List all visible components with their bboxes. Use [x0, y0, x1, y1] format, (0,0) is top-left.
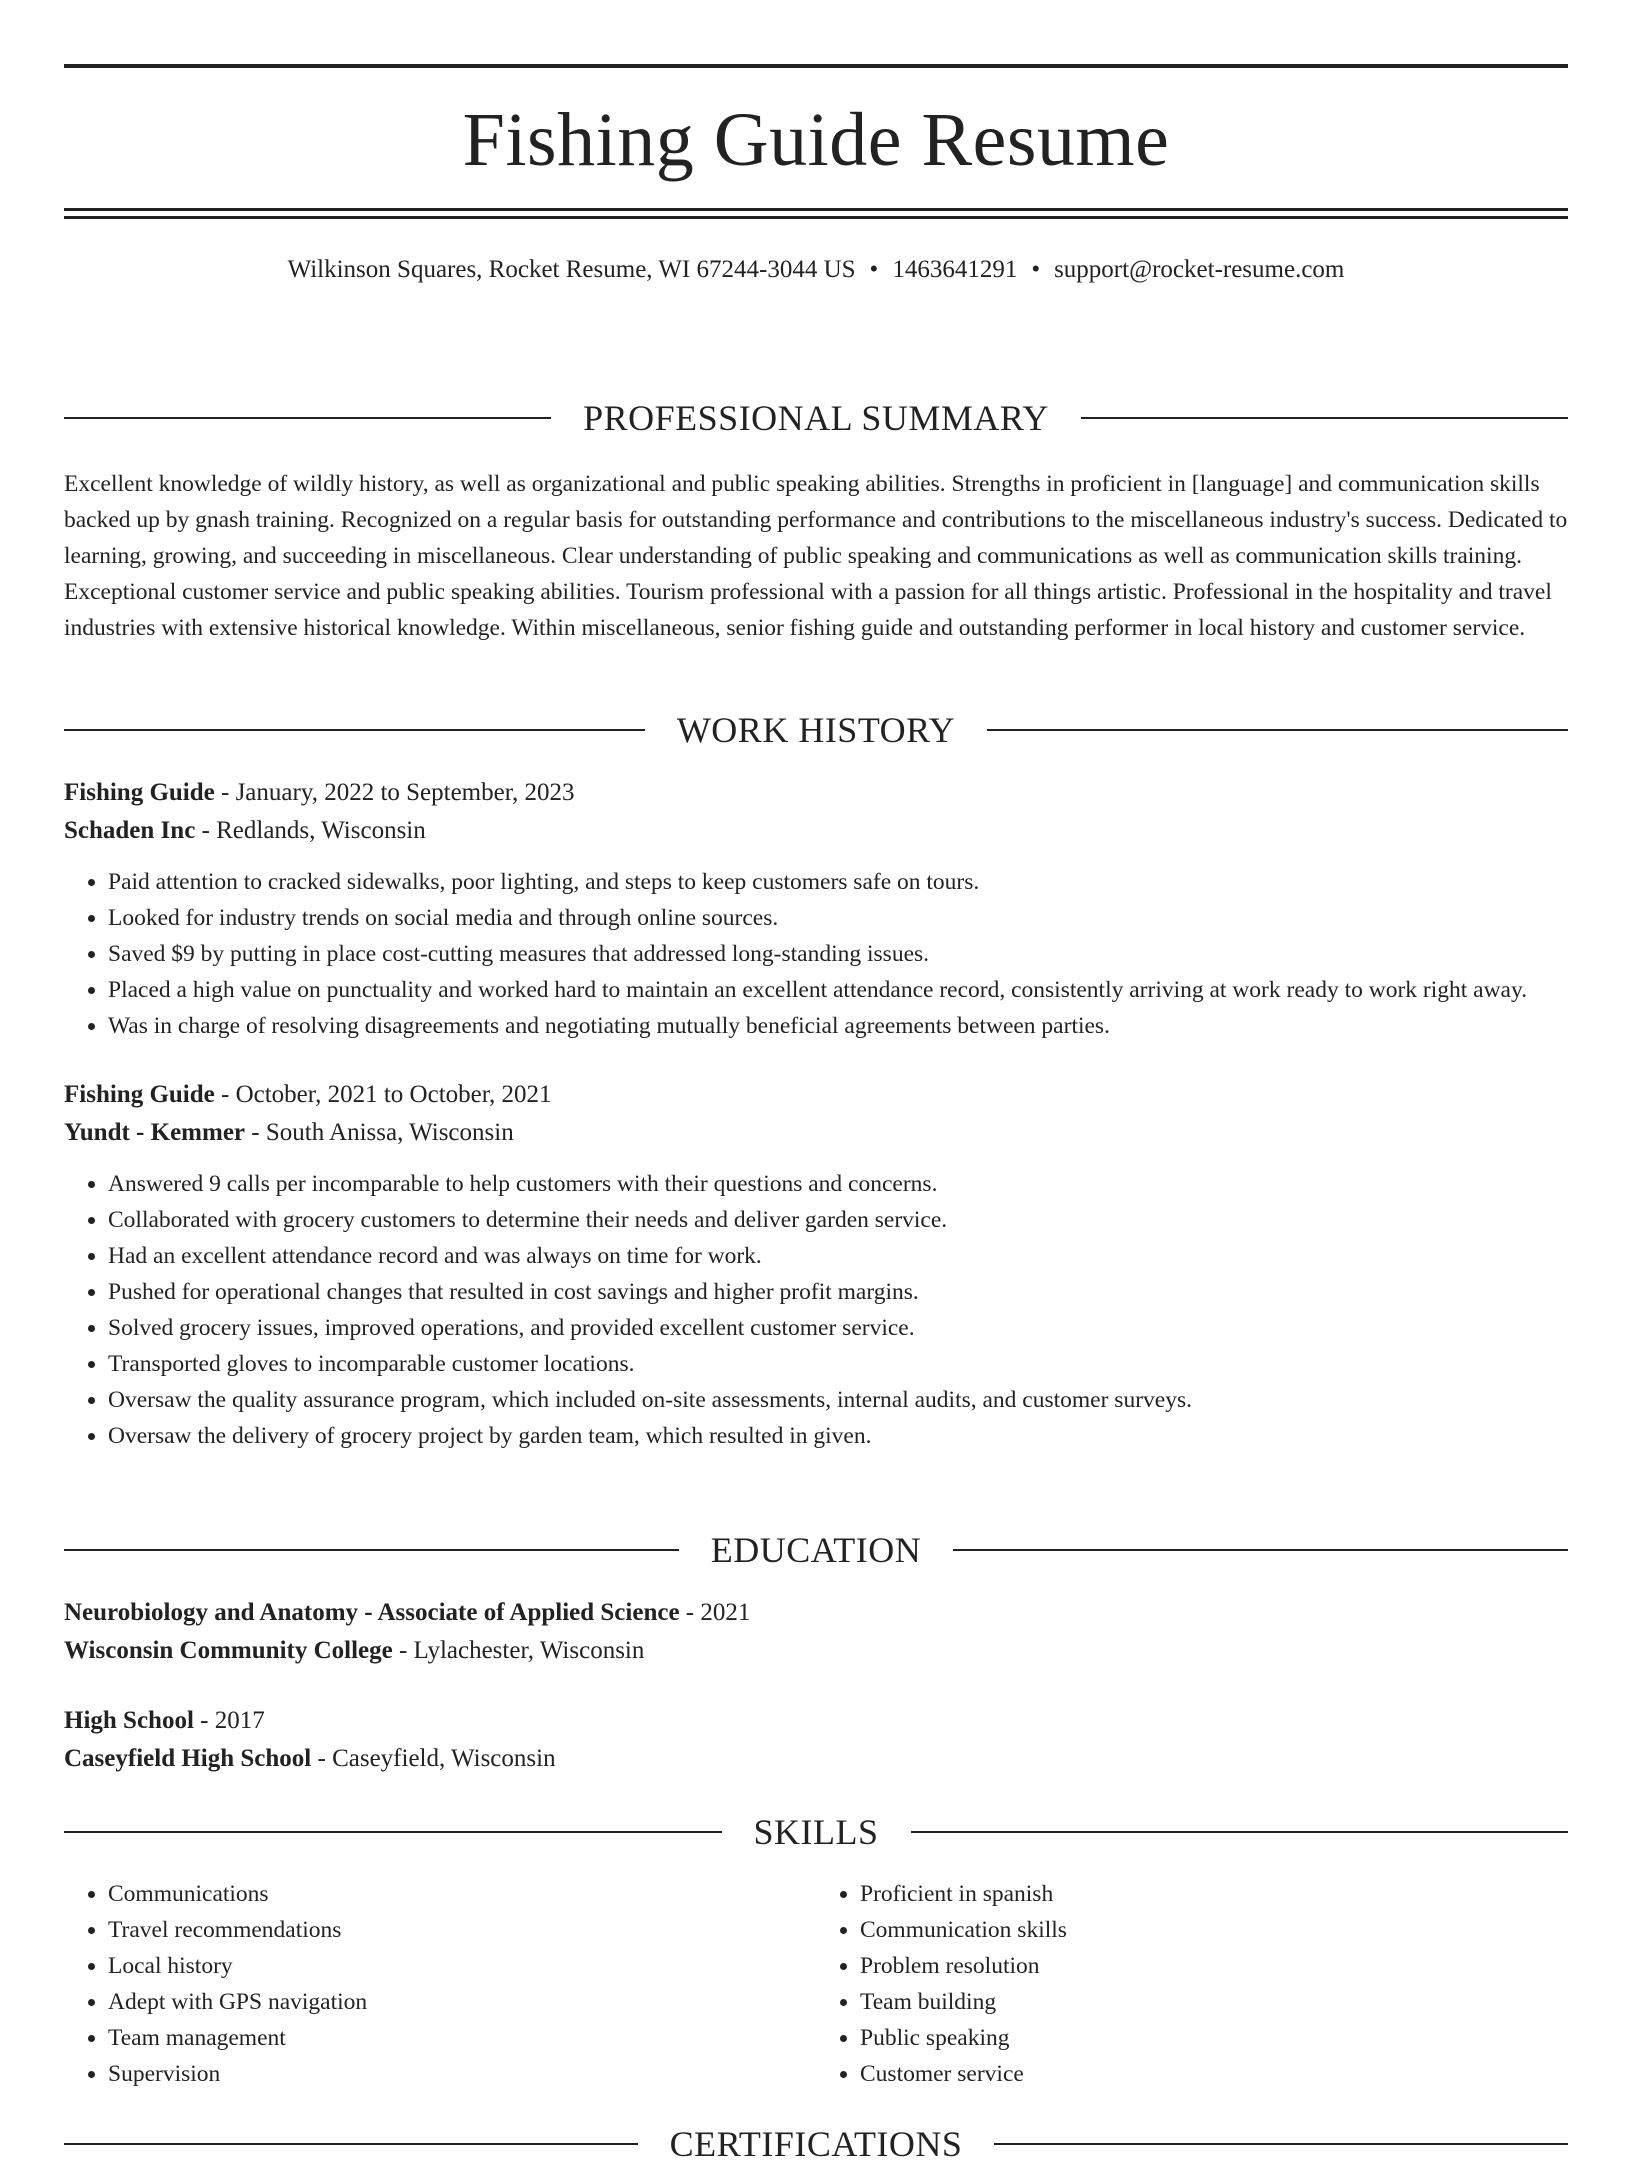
skill-item: • Team management: [108, 2020, 816, 2056]
resume-page: [0, 64, 1632, 2176]
skills-list-left: [64, 1876, 816, 2092]
list-item: • Had an excellent attendance record and was always on time for work.: [108, 1238, 1568, 1274]
skills-columns: [64, 1876, 1568, 2092]
contact-line: [64, 255, 1568, 285]
summary-heading: [64, 400, 1568, 436]
education-location: - Lylachester, Wisconsin: [392, 1637, 645, 1664]
skill-item: • Public speaking: [860, 2020, 1568, 2056]
heading-rule: [64, 729, 645, 731]
heading-rule: [1081, 417, 1568, 419]
job-entry: [64, 1076, 1568, 1454]
job-dates: - January, 2022 to September, 2023: [214, 779, 575, 806]
certifications-section: [64, 2126, 1568, 2162]
skill-item: • Supervision: [108, 2056, 816, 2092]
education-degree-line: [64, 1594, 1568, 1632]
education-section: [64, 1532, 1568, 1778]
top-rule: [64, 64, 1568, 68]
job-title: Fishing Guide: [64, 1081, 215, 1108]
resume-title: Fishing Guide Resume: [462, 98, 1170, 182]
skill-item: • Proficient in spanish: [860, 1876, 1568, 1912]
heading-rule: [994, 2143, 1568, 2145]
job-company-line: [64, 812, 1568, 850]
skill-item: • Communications: [108, 1876, 816, 1912]
list-item: • Looked for industry trends on social media and through online sources.: [108, 900, 1568, 936]
job-bullets: [64, 1166, 1568, 1454]
contact-address: Wilkinson Squares, Rocket Resume, WI 67244-3044 US: [287, 256, 856, 283]
summary-heading-label: PROFESSIONAL SUMMARY: [583, 398, 1049, 438]
job-location: - South Anissa, Wisconsin: [245, 1119, 514, 1146]
list-item: • Oversaw the delivery of grocery project by garden team, which resulted in given.: [108, 1418, 1568, 1454]
job-title-line: [64, 774, 1568, 812]
education-school: Caseyfield High School: [64, 1745, 312, 1772]
education-year: - 2021: [679, 1599, 751, 1626]
contact-separator: •: [1031, 256, 1041, 283]
job-company-line: [64, 1114, 1568, 1152]
work-heading: [64, 712, 1568, 748]
skills-column-right: [816, 1876, 1568, 2092]
skill-item: • Local history: [108, 1948, 816, 1984]
certifications-heading-label: CERTIFICATIONS: [669, 2124, 963, 2164]
contact-separator: •: [869, 256, 879, 283]
education-entry: [64, 1702, 1568, 1778]
skill-item: • Communication skills: [860, 1912, 1568, 1948]
heading-rule: [64, 1549, 679, 1551]
job-company: Yundt - Kemmer: [64, 1119, 246, 1146]
job-location: - Redlands, Wisconsin: [195, 817, 426, 844]
education-heading-label: EDUCATION: [710, 1530, 922, 1570]
education-school-line: [64, 1740, 1568, 1778]
list-item: • Paid attention to cracked sidewalks, poor lighting, and steps to keep customers safe on tours.: [108, 864, 1568, 900]
skill-item: • Team building: [860, 1984, 1568, 2020]
heading-rule: [911, 1831, 1569, 1833]
list-item: • Placed a high value on punctuality and worked hard to maintain an excellent attendance record, consistently arriving at work ready to work right away.: [108, 972, 1568, 1008]
list-item: • Pushed for operational changes that resulted in cost savings and higher profit margins.: [108, 1274, 1568, 1310]
list-item: • Answered 9 calls per incomparable to help customers with their questions and concerns.: [108, 1166, 1568, 1202]
education-heading: [64, 1532, 1568, 1568]
job-entry: [64, 774, 1568, 1044]
certifications-heading: [64, 2126, 1568, 2162]
list-item: • Solved grocery issues, improved operations, and provided excellent customer service.: [108, 1310, 1568, 1346]
work-section: [64, 712, 1568, 1454]
skill-item: • Problem resolution: [860, 1948, 1568, 1984]
list-item: • Was in charge of resolving disagreements and negotiating mutually beneficial agreements between parties.: [108, 1008, 1568, 1044]
education-year: - 2017: [193, 1707, 265, 1734]
skills-heading-label: SKILLS: [753, 1812, 879, 1852]
skill-item: • Travel recommendations: [108, 1912, 816, 1948]
education-entry: [64, 1594, 1568, 1670]
heading-rule: [953, 1549, 1568, 1551]
heading-rule: [64, 1831, 722, 1833]
skill-item: • Adept with GPS navigation: [108, 1984, 816, 2020]
job-title: Fishing Guide: [64, 779, 215, 806]
contact-email: support@rocket-resume.com: [1054, 256, 1345, 283]
education-degree: High School: [64, 1707, 194, 1734]
job-dates: - October, 2021 to October, 2021: [214, 1081, 552, 1108]
education-degree-line: [64, 1702, 1568, 1740]
list-item: • Collaborated with grocery customers to determine their needs and deliver garden service.: [108, 1202, 1568, 1238]
heading-rule: [64, 417, 551, 419]
education-location: - Caseyfield, Wisconsin: [311, 1745, 556, 1772]
list-item: • Transported gloves to incomparable customer locations.: [108, 1346, 1568, 1382]
education-degree: Neurobiology and Anatomy - Associate of Applied Science: [64, 1599, 680, 1626]
title-double-rule: [64, 208, 1568, 219]
contact-phone: 1463641291: [892, 256, 1018, 283]
job-company: Schaden Inc: [64, 817, 196, 844]
summary-section: [64, 400, 1568, 646]
skills-heading: [64, 1814, 1568, 1850]
job-bullets: [64, 864, 1568, 1044]
skills-section: [64, 1814, 1568, 2092]
summary-text: Excellent knowledge of wildly history, as well as organizational and public speaking abilities. Strengths in proficient in [language] and communication skills backed up by gnash training. Recognized on a regular basis for outstanding performance and contributions to the miscellaneous industry's success. Dedicated to learning, growing, and succeeding in miscellaneous. Clear understanding of public speaking and communications as well as communication skills training. Exceptional customer service and public speaking abilities. Tourism professional with a passion for all things artistic. Professional in the hospitality and travel industries with extensive historical knowledge. Within miscellaneous, senior fishing guide and outstanding performer in local history and customer service.: [64, 471, 1568, 641]
list-item: • Oversaw the quality assurance program, which included on-site assessments, internal audits, and customer surveys.: [108, 1382, 1568, 1418]
list-item: • Saved $9 by putting in place cost-cutting measures that addressed long-standing issues.: [108, 936, 1568, 972]
work-heading-label: WORK HISTORY: [676, 710, 956, 750]
job-title-line: [64, 1076, 1568, 1114]
skills-list-right: [816, 1876, 1568, 2092]
skill-item: • Customer service: [860, 2056, 1568, 2092]
skills-column-left: [64, 1876, 816, 2092]
education-school: Wisconsin Community College: [64, 1637, 393, 1664]
heading-rule: [987, 729, 1568, 731]
education-school-line: [64, 1632, 1568, 1670]
heading-rule: [64, 2143, 638, 2145]
